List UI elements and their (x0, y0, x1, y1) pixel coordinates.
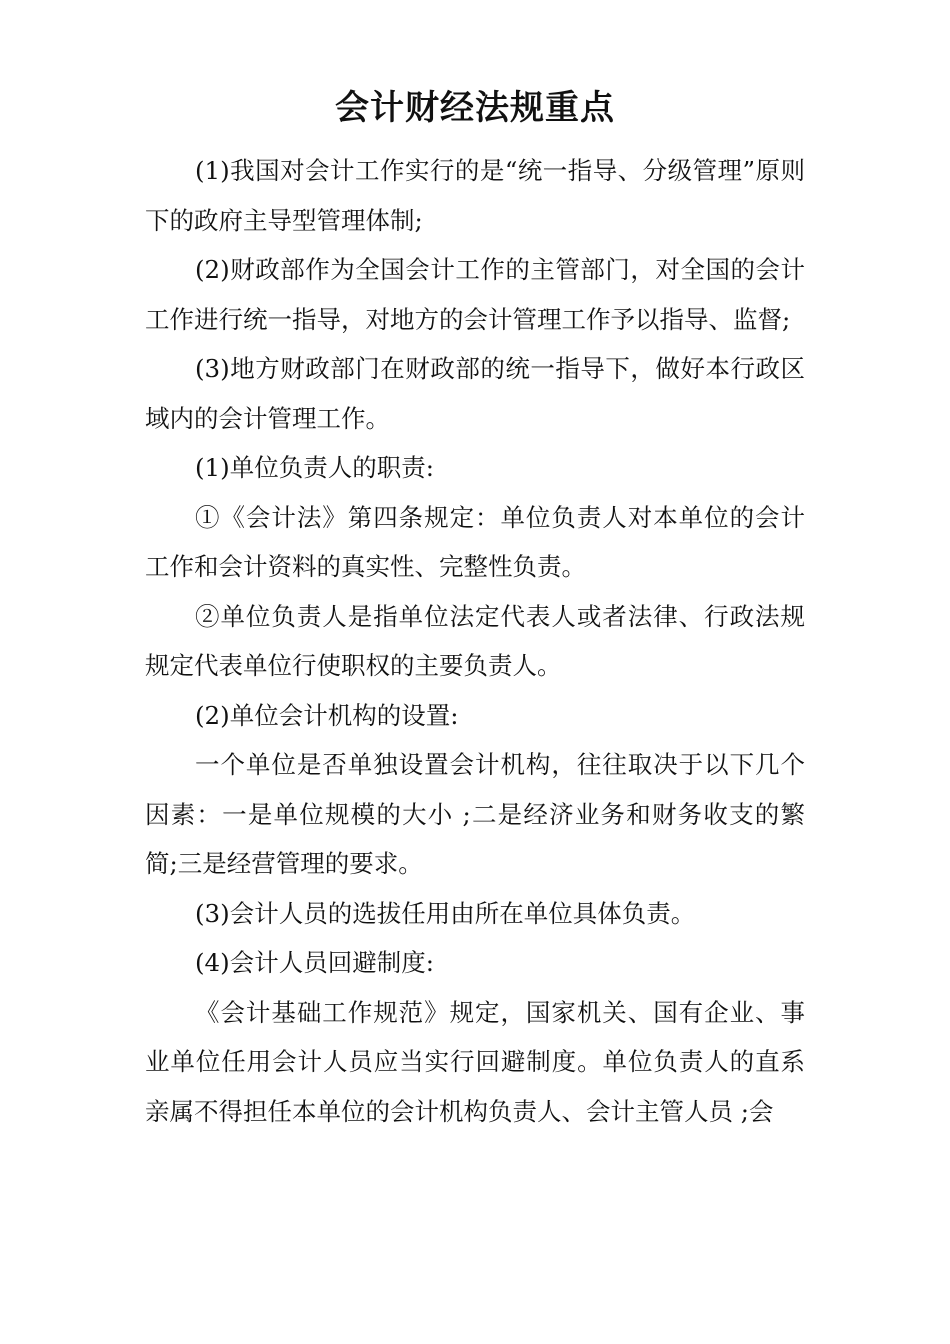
paragraph: 一个单位是否单独设置会计机构，往往取决于以下几个因素：一是单位规模的大小 ;二是经济业务和财务收支的繁简;三是经营管理的要求。 (145, 750, 805, 878)
paragraph: 《会计基础工作规范》规定，国家机关、国有企业、事业单位任用会计人员应当实行回避制度。单位负责人的直系亲属不得担任本单位的会计机构负责人、会计主管人员 ;会 (145, 997, 805, 1126)
document-title: 会计财经法规重点 (335, 88, 615, 128)
paragraph: (2)财政部作为全国会计工作的主管部门，对全国的会计工作进行统一指导，对地方的会计管理工作予以指导、监督; (145, 255, 805, 334)
paragraph: ②单位负责人是指单位法定代表人或者法律、行政法规规定代表单位行使职权的主要负责人。 (145, 601, 805, 680)
paragraph: (1)我国对会计工作实行的是“统一指导、分级管理”原则下的政府主导型管理体制; (145, 156, 805, 235)
paragraph: (1)单位负责人的职责: (195, 453, 434, 482)
paragraph: (3)会计人员的选拔任用由所在单位具体负责。 (195, 898, 696, 928)
paragraph: (4)会计人员回避制度: (195, 948, 434, 977)
paragraph: ①《会计法》第四条规定：单位负责人对本单位的会计工作和会计资料的真实性、完整性负责。 (145, 502, 805, 581)
paragraph: (3)地方财政部门在财政部的统一指导下，做好本行政区域内的会计管理工作。 (145, 354, 805, 433)
paragraph: (2)单位会计机构的设置: (195, 700, 459, 730)
document-body (145, 146, 805, 1136)
